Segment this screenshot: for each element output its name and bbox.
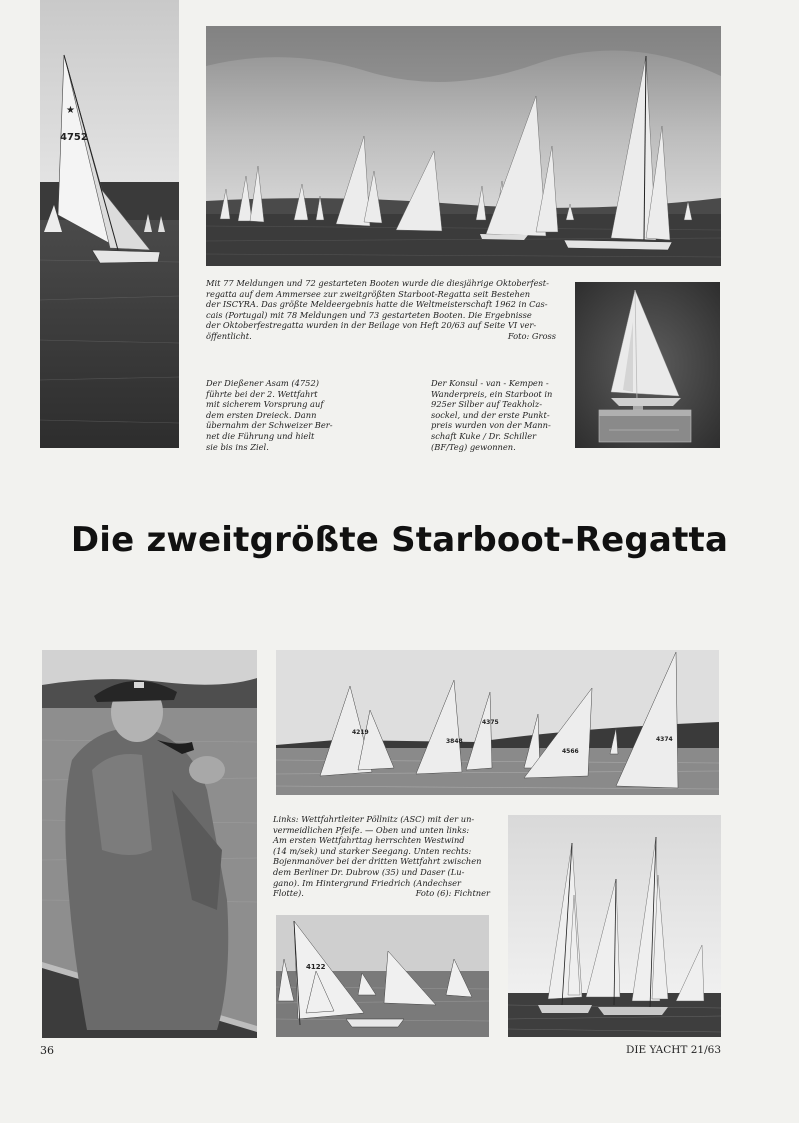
photo-trophy <box>575 282 720 448</box>
caption-asam-line: führte bei der 2. Wettfahrt <box>206 388 318 399</box>
photo-fleet-mid <box>276 650 719 795</box>
sail-number-4374: 4374 <box>656 736 673 743</box>
caption-trophy-line: preis wurden von der Mann- <box>431 420 551 431</box>
caption-lower-line: (14 m/sek) und starker Seegang. Unten rechts: <box>273 845 472 856</box>
caption-lower <box>273 814 490 899</box>
svg-text:★: ★ <box>66 105 75 116</box>
sail-number-4375: 4375 <box>482 719 499 726</box>
caption-main-line: der ISCYRA. Das größte Meldeergebnis hatte die Weltmeisterschaft 1962 in Cas- <box>206 299 548 310</box>
page-headline: Die zweitgrößte Starboot-Regatta <box>70 520 729 560</box>
caption-main-line: regatta auf dem Ammersee zur zweitgrößten Starboot-Regatta seit Bestehen <box>206 288 531 299</box>
caption-lower-line: gano). Im Hintergrund Friedrich (Andechser <box>273 877 462 888</box>
caption-lower-line: vermeidlichen Pfeife. — Oben und unten links: <box>273 824 470 835</box>
caption-trophy-line: sockel, und der erste Punkt- <box>431 409 550 420</box>
sail-number-4122: 4122 <box>306 963 326 971</box>
caption-lower-line: Am ersten Wettfahrttag herrschten Westwind <box>273 835 465 846</box>
caption-lower-line: dem Berliner Dr. Dubrow (35) und Daser (Lu- <box>273 866 465 877</box>
sail-number-4752: 4752 <box>60 132 88 143</box>
caption-main-line: der Oktoberfestregatta wurden in der Beilage von Heft 20/63 auf Seite VI ver- <box>206 320 537 331</box>
caption-asam-line: sie bis ins Ziel. <box>206 441 269 452</box>
caption-trophy-line: Wanderpreis, ein Starboot in <box>431 388 553 399</box>
page-number: 36 <box>40 1044 54 1057</box>
caption-main-line: öffentlicht. <box>206 330 252 341</box>
caption-asam-line: net die Führung und hielt <box>206 430 315 441</box>
caption-lower-line: Bojenmanöver bei der dritten Wettfahrt zwischen <box>273 856 482 867</box>
photo-credit: Foto (6): Fichtner <box>415 888 490 899</box>
caption-main-line: Mit 77 Meldungen und 72 gestarteten Booten wurde die diesjährige Oktoberfest- <box>206 278 549 288</box>
caption-asam-line: Der Dießener Asam (4752) <box>206 378 319 388</box>
photo-credit: Foto: Gross <box>507 330 556 341</box>
sail-number-3848: 3848 <box>446 738 463 745</box>
photo-fleet-lower <box>276 915 489 1037</box>
caption-lower-line: Links: Wettfahrtleiter Pöllnitz (ASC) mit der un- <box>273 814 475 824</box>
sail-number-4219: 4219 <box>352 729 369 736</box>
caption-trophy <box>431 378 571 452</box>
caption-asam-line: übernahm der Schweizer Ber- <box>206 420 333 431</box>
photo-asam-boat <box>40 0 179 448</box>
running-footer: DIE YACHT 21/63 <box>625 1044 721 1056</box>
caption-main-line: cais (Portugal) mit 78 Meldungen und 73 gestarteten Booten. Die Ergebnisse <box>206 309 532 320</box>
caption-asam <box>206 378 346 452</box>
caption-main <box>206 278 556 342</box>
caption-trophy-line: Der Konsul - van - Kempen - <box>431 378 549 388</box>
caption-asam-line: dem ersten Dreieck. Dann <box>206 409 317 420</box>
caption-lower-line: Flotte). <box>273 888 304 899</box>
caption-trophy-line: (BF/Teg) gewonnen. <box>431 441 516 452</box>
caption-trophy-line: schaft Kuke / Dr. Schiller <box>431 430 537 441</box>
photo-fleet-upper <box>206 26 721 266</box>
photo-buoy-rounding <box>508 815 721 1037</box>
sail-number-4566: 4566 <box>562 748 579 755</box>
photo-race-official <box>42 650 257 1038</box>
caption-asam-line: mit sicherem Vorsprung auf <box>206 399 324 410</box>
caption-trophy-line: 925er Silber auf Teakholz- <box>431 399 543 410</box>
